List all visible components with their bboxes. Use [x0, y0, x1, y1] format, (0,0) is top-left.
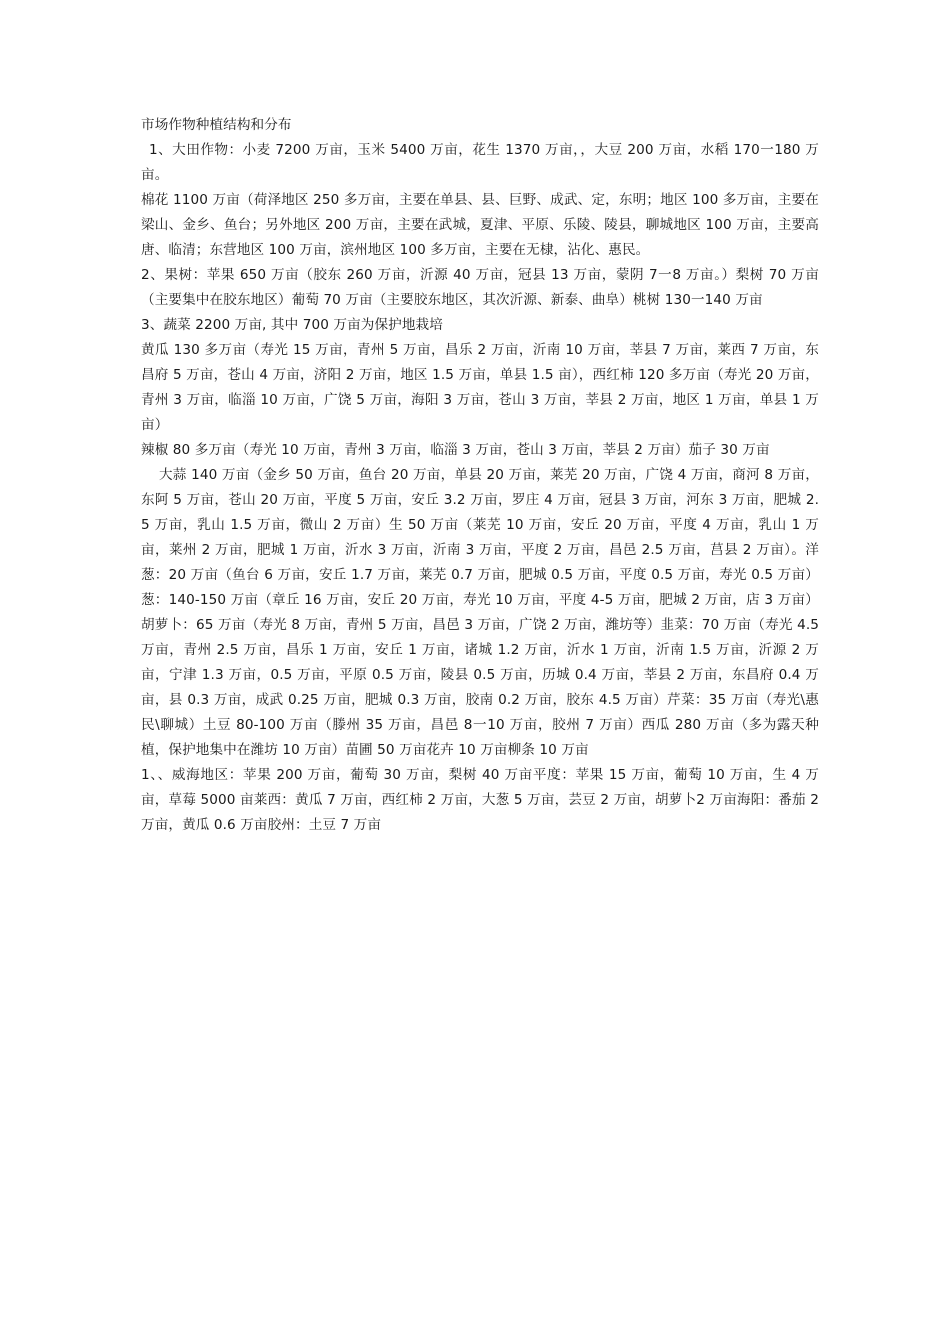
paragraph-vegetables: 3、蔬菜 2200 万亩, 其中 700 万亩为保护地栽培 — [141, 317, 443, 333]
paragraph-cucumber-tomato: 黄瓜 130 多万亩（寿光 15 万亩，青州 5 万亩，昌乐 2 万亩，沂南 10 万亩，莘县 7 万亩，莱西 7 万亩，东昌府 5 万亩，苍山 4 万亩，济阳 2 万亩，地区 1.5 万亩，单县 1.5 亩），西红柿 120 多万亩（寿光 20 万亩，青州 3 万亩，临淄 10 万亩，广饶 5 万亩，海阳 3 万亩，苍山 3 万亩，莘县 2 万亩，地区 1 万亩，单县 1 万亩） — [141, 342, 819, 433]
paragraph-regional: 1、、威海地区：苹果 200 万亩，葡萄 30 万亩，梨树 40 万亩平度：苹果 15 万亩，葡萄 10 万亩，生 4 万亩，草莓 5000 亩莱西：黄瓜 7 万亩，西红柿 2 万亩，大葱 5 万亩，芸豆 2 万亩，胡萝卜2 万亩海阳：番茄 2 万亩，黄瓜 0.6 万亩胶州：土豆 7 万亩 — [141, 767, 819, 833]
paragraph-pepper-eggplant: 辣椒 80 多万亩（寿光 10 万亩，青州 3 万亩，临淄 3 万亩，苍山 3 万亩，莘县 2 万亩）茄子 30 万亩 — [141, 442, 770, 458]
paragraph-fruit-trees: 2、果树：苹果 650 万亩（胶东 260 万亩，沂源 40 万亩，冠县 13 万亩，蒙阴 7一8 万亩。）梨树 70 万亩（主要集中在胶东地区）葡萄 70 万亩（主要胶东地区，其次沂源、新泰、曲阜）桃树 130一140 万亩 — [141, 267, 819, 308]
paragraph-garlic-and-others: 大蒜 140 万亩（金乡 50 万亩，鱼台 20 万亩，单县 20 万亩，莱芜 20 万亩，广饶 4 万亩，商河 8 万亩，东阿 5 万亩，苍山 20 万亩，平度 5 万亩，安丘 3.2 万亩，罗庄 4 万亩，冠县 3 万亩，河东 3 万亩，肥城 2.5 万亩，乳山 1.5 万亩，微山 2 万亩）生 50 万亩（莱芜 10 万亩，安丘 20 万亩，平度 4 万亩，乳山 1 万亩，莱州 2 万亩，肥城 1 万亩，沂水 3 万亩，沂南 3 万亩，平度 2 万亩，昌邑 2.5 万亩，莒县 2 万亩）。洋葱：20 万亩（鱼台 6 万亩，安丘 1.7 万亩，莱芜 0.7 万亩，肥城 0.5 万亩，平度 0.5 万亩，寿光 0.5 万亩）葱：140-150 万亩（章丘 16 万亩，安丘 20 万亩，寿光 10 万亩，平度 4-5 万亩，肥城 2 万亩，店 3 万亩）胡萝卜：65 万亩（寿光 8 万亩，青州 5 万亩，昌邑 3 万亩，广饶 2 万亩，潍坊等）韭菜：70 万亩（寿光 4.5 万亩，青州 2.5 万亩，昌乐 1 万亩，安丘 1 万亩，诸城 1.2 万亩，沂水 1 万亩，沂南 1.5 万亩，沂源 2 万亩，宁津 1.3 万亩，0.5 万亩，平原 0.5 万亩，陵县 0.5 万亩，历城 0.4 万亩，莘县 2 万亩，东昌府 0.4 万亩，县 0.3 万亩，成武 0.25 万亩，肥城 0.3 万亩，胶南 0.2 万亩，胶东 4.5 万亩）芹菜：35 万亩（寿光\惠民\聊城）土豆 80-100 万亩（滕州 35 万亩，昌邑 8一10 万亩，胶州 7 万亩）西瓜 280 万亩（多为露天种植，保护地集中在潍坊 10 万亩）苗圃 50 万亩花卉 10 万亩柳条 10 万亩 — [141, 467, 819, 758]
paragraph-cotton: 棉花 1100 万亩（荷泽地区 250 多万亩，主要在单县、县、巨野、成武、定，东明；地区 100 多万亩，主要在梁山、金乡、鱼台；另外地区 200 万亩，主要在武城，夏津、平原、乐陵、陵县，聊城地区 100 万亩，主要高唐、临清；东营地区 100 万亩，滨州地区 100 多万亩，主要在无棣，沾化、惠民。 — [141, 192, 819, 258]
document-title: 市场作物种植结构和分布 — [141, 117, 292, 133]
paragraph-field-crops: 1、大田作物：小麦 7200 万亩，玉米 5400 万亩，花生 1370 万亩，，大豆 200 万亩，水稻 170一180 万亩。 — [141, 142, 819, 183]
document-body — [141, 113, 819, 838]
